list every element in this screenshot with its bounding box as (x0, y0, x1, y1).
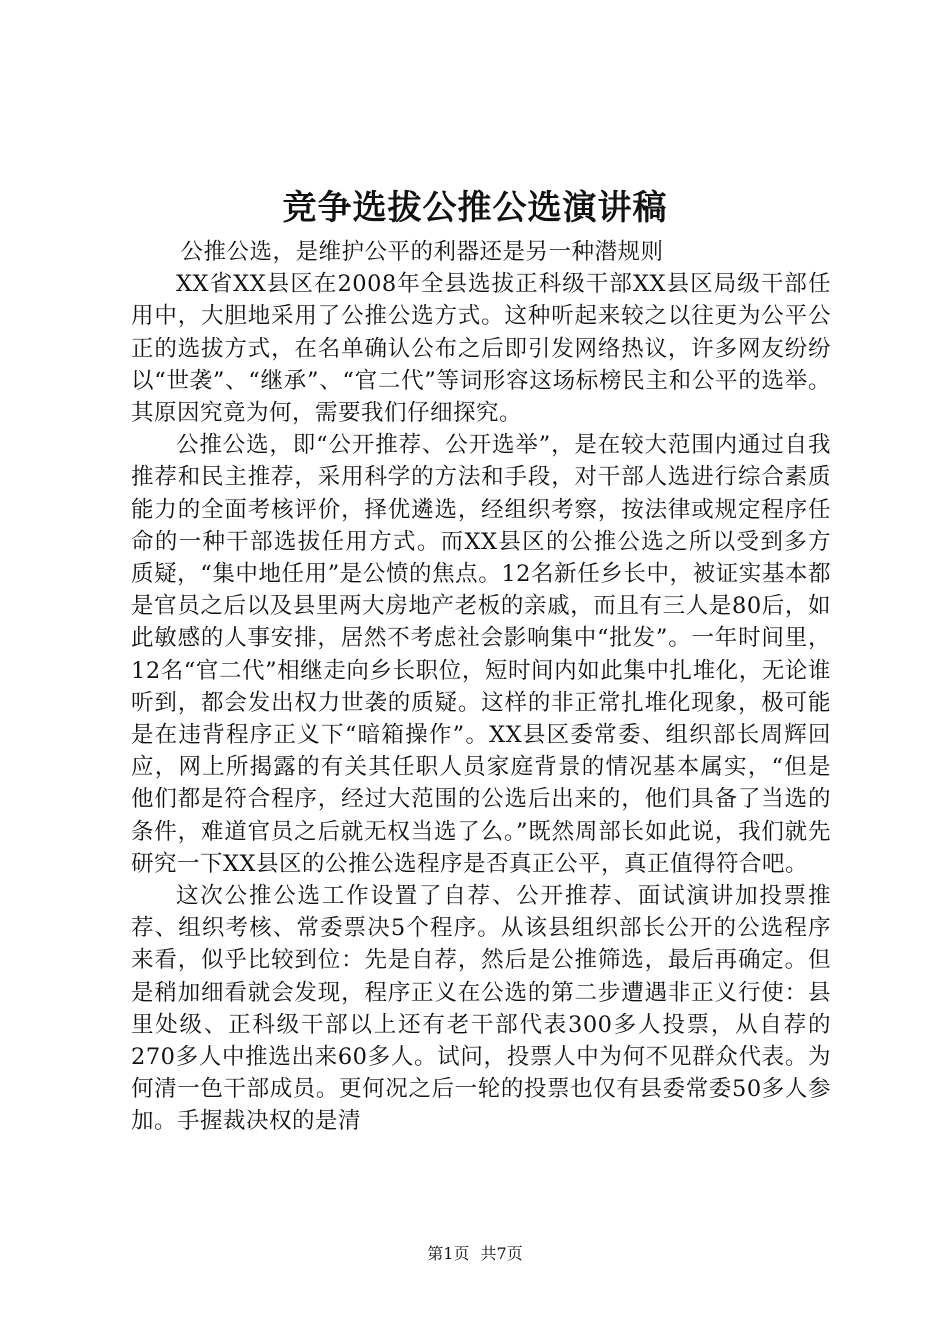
document-body (131, 236, 831, 1138)
document-title: 竞争选拔公推公选演讲稿 (282, 188, 668, 228)
paragraph: 公推公选，即“公开推荐、公开选举”，是在较大范围内通过自我推荐和民主推荐，采用科学的方法和手段，对干部人选进行综合素质能力的全面考核评价，择优遴选，经组织考察，按法律或规定程序任命的一种干部选拔任用方式。而XX县区的公推公选之所以受到多方质疑，“集中地任用”是公愤的焦点。12名新任乡长中，被证实基本都是官员之后以及县里两大房地产老板的亲戚，而且有三人是80后，如此敏感的人事安排，居然不考虑社会影响集中“批发”。一年时间里，12名“官二代”相继走向乡长职位，短时间内如此集中扎堆化，无论谁听到，都会发出权力世袭的质疑。这样的非正常扎堆化现象，极可能是在违背程序正义下“暗箱操作”。XX县区委常委、组织部长周辉回应，网上所揭露的有关其任职人员家庭背景的情况基本属实，“但是他们都是符合程序，经过大范围的公选后出来的，他们具备了当选的条件，难道官员之后就无权当选了么。”既然周部长如此说，我们就先研究一下XX县区的公推公选程序是否真正公平，真正值得符合吧。 (131, 432, 831, 877)
page-number: 第1页 (427, 1244, 470, 1263)
page-footer (0, 1243, 950, 1265)
page-total: 共7页 (480, 1244, 523, 1263)
paragraph: 这次公推公选工作设置了自荐、公开推荐、面试演讲加投票推荐、组织考核、常委票决5个程序。从该县组织部长公开的公选程序来看，似乎比较到位：先是自荐，然后是公推筛选，最后再确定。但是稍加细看就会发现，程序正义在公选的第二步遭遇非正义行使：县里处级、正科级干部以上还有老干部代表300多人投票，从自荐的270多人中推选出来60多人。试问，投票人中为何不见群众代表。为何清一色干部成员。更何况之后一轮的投票也仅有县委常委50多人参加。手握裁决权的是清 (131, 883, 831, 1135)
paragraph-subtitle: 公推公选，是维护公平的利器还是另一种潜规则 (180, 239, 664, 265)
paragraph: XX省XX县区在2008年全县选拔正科级干部XX县区局级干部任用中，大胆地采用了公推公选方式。这种听起来较之以往更为公平公正的选拔方式，在名单确认公布之后即引发网络热议，许多网友纷纷以“世袭”、“继承”、“官二代”等词形容这场标榜民主和公平的选举。其原因究竟为何，需要我们仔细探究。 (131, 271, 831, 427)
